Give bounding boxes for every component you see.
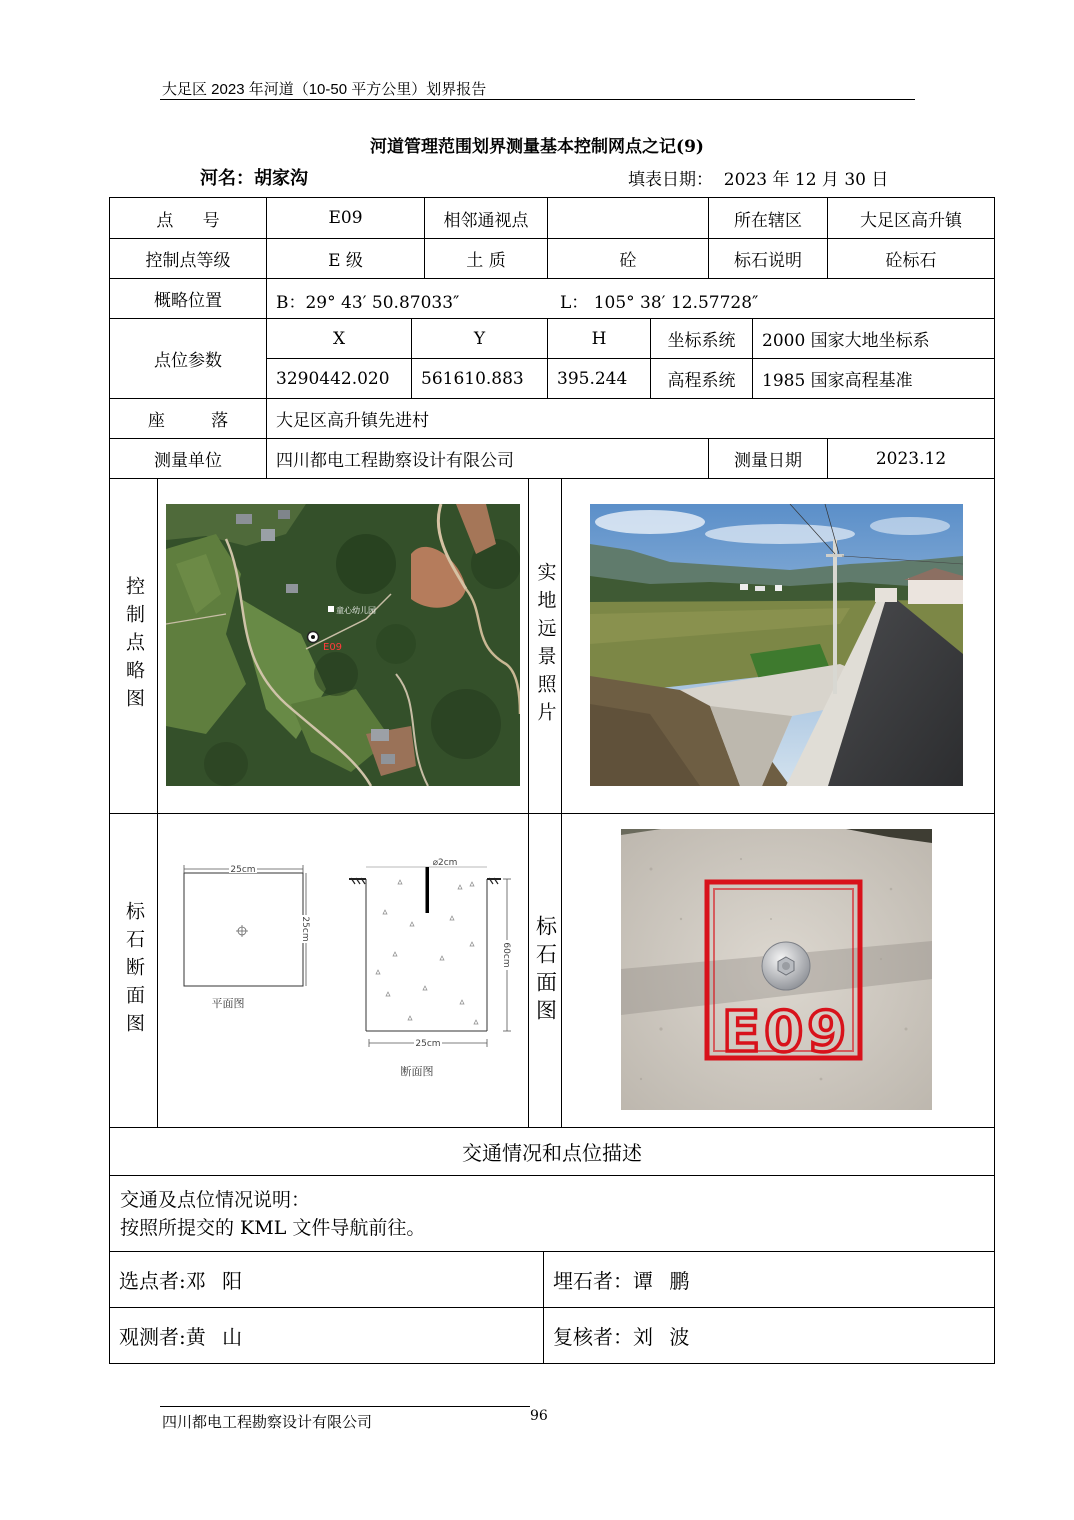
coord-sys-label: 坐标系统 (650, 318, 753, 359)
plan-width-label: 25cm (230, 865, 256, 875)
fill-date: 填表日期： 2023 年 12 月 30 日 (628, 170, 889, 190)
footer-rule (160, 1406, 530, 1407)
x-header: X (266, 318, 412, 359)
y-header: Y (411, 318, 548, 359)
marker-label: E09 (323, 642, 343, 653)
selector: 选点者:邓 阳 (109, 1251, 544, 1308)
height-sys-value: 1985 国家高程基准 (752, 358, 995, 399)
sketch-label-cell (109, 478, 158, 814)
section-width-label: 25cm (415, 1039, 441, 1049)
grade-value: E 级 (266, 238, 425, 279)
approx-label: 概略位置 (109, 278, 267, 319)
unit-label: 测量单位 (109, 438, 267, 479)
stone-face-label-cell (528, 813, 562, 1128)
footer-company: 四川都电工程勘察设计有限公司 (162, 1413, 373, 1431)
depth-label: 60cm (501, 942, 511, 968)
header-rule (160, 99, 915, 100)
page-number: 96 (530, 1408, 548, 1424)
section-drawing-cell (157, 813, 529, 1128)
survey-date-value: 2023.12 (827, 438, 995, 479)
stone-face-label: 标石面图 (533, 914, 558, 1027)
site-landscape-photo (590, 504, 963, 786)
district-label: 所在辖区 (708, 197, 828, 239)
y-value: 561610.883 (411, 358, 548, 399)
unit-value: 四川都电工程勘察设计有限公司 (266, 438, 709, 479)
stone-painted-mark: E09 (722, 1000, 851, 1065)
stone-label: 标石说明 (708, 238, 828, 279)
site-photo-cell (561, 478, 995, 814)
traffic-description (109, 1175, 995, 1252)
height-sys-label: 高程系统 (650, 358, 753, 399)
stone-value: 砼标石 (827, 238, 995, 279)
coord-sys-value: 2000 国家大地坐标系 (752, 318, 995, 359)
marker-rod (426, 867, 430, 913)
approx-position (266, 278, 995, 319)
point-no-label: 点 号 (109, 197, 267, 239)
section-label: 标石断面图 (123, 900, 145, 1041)
neighbor-value (547, 197, 709, 239)
neighbor-label: 相邻通视点 (424, 197, 548, 239)
longitude: L： 105° 38′ 12.57728″ (560, 293, 759, 313)
observer: 观测者:黄 山 (109, 1307, 544, 1364)
sketch-label: 控制点略图 (123, 576, 145, 716)
section-label-cell (109, 813, 158, 1128)
location-value: 大足区高升镇先进村 (266, 398, 995, 439)
sketch-map-cell (157, 478, 529, 814)
district-value: 大足区高升镇 (827, 197, 995, 239)
h-value: 395.244 (547, 358, 651, 399)
traffic-heading: 交通及点位情况说明： (120, 1188, 311, 1211)
poi-icon (328, 606, 334, 612)
params-label: 点位参数 (109, 318, 267, 399)
x-value: 3290442.020 (266, 358, 412, 399)
river-name: 河名：胡家沟 (200, 168, 308, 189)
latitude: B：29° 43′ 50.87033″ (276, 293, 460, 313)
location-label: 座 落 (109, 398, 267, 439)
stone-photo-cell (561, 813, 995, 1128)
photo-label: 实地远景照片 (534, 562, 557, 730)
report-header: 大足区 2023 年河道（10-50 平方公里）划界报告 (162, 81, 487, 98)
page-title: 河道管理范围划界测量基本控制网点之记(9) (370, 137, 704, 157)
satellite-map-image (166, 504, 520, 786)
burier: 埋石者：谭 鹏 (543, 1251, 995, 1308)
soil-label: 土 质 (424, 238, 548, 279)
plan-outline (184, 873, 303, 986)
plan-caption: 平面图 (211, 997, 245, 1010)
rod-diameter-label: ⌀2cm (432, 858, 458, 868)
plan-height-label: 25cm (300, 916, 310, 942)
photo-label-cell (528, 478, 562, 814)
stone-face-photo (621, 829, 932, 1110)
section-caption: 断面图 (400, 1065, 434, 1078)
traffic-title: 交通情况和点位描述 (109, 1127, 995, 1176)
reviewer: 复核者：刘 波 (543, 1307, 995, 1364)
survey-date-label: 测量日期 (708, 438, 828, 479)
traffic-text: 按照所提交的 KML 文件导航前往。 (120, 1216, 426, 1239)
grade-label: 控制点等级 (109, 238, 267, 279)
h-header: H (547, 318, 651, 359)
stone-section-drawing (158, 814, 528, 1127)
soil-value: 砼 (547, 238, 709, 279)
point-no-value: E09 (266, 197, 425, 239)
poi-label: 童心幼儿园 (336, 606, 376, 615)
